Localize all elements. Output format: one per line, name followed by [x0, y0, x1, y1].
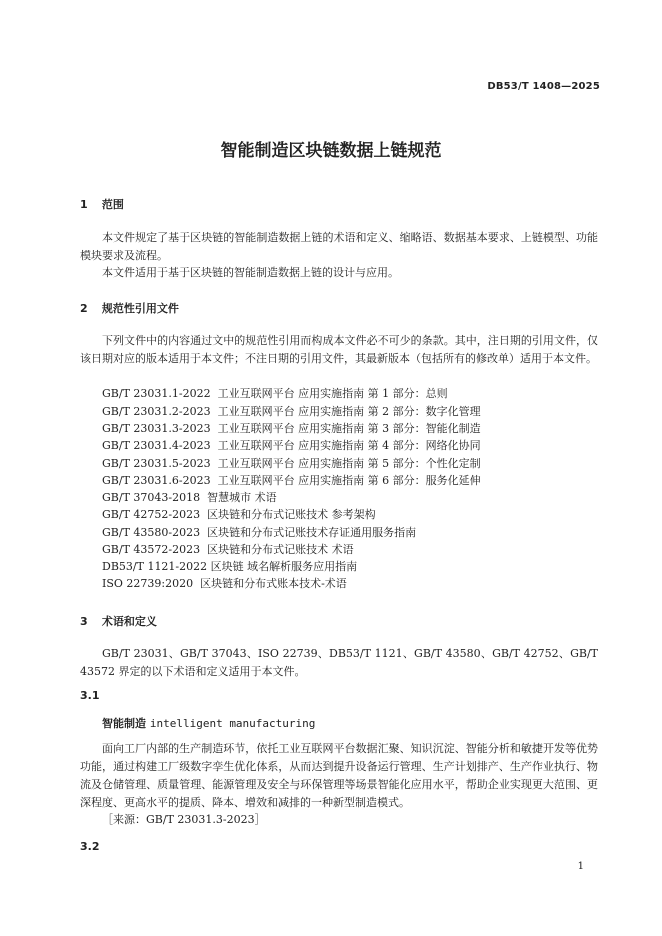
section-1-paragraph-2: 本文件适用于基于区块链的智能制造数据上链的设计与应用。 — [102, 266, 399, 279]
section-title: 范围 — [101, 198, 124, 211]
clause-3-2-number: 3.2 — [80, 840, 100, 853]
reference-item: GB/T 23031.4-2023 工业互联网平台 应用实施指南 第 4 部分：网络化协同 — [102, 439, 481, 452]
term-definition: 面向工厂内部的生产制造环节，依托工业互联网平台数据汇聚、知识沉淀、智能分析和敏捷开发等优势功能，通过构建工厂级数字孪生优化体系，从而达到提升设备运行管理、生产计划排产、生产作业执行、物流及仓储管理、质量管理、能源管理及安全与环保管理等场景智能化应用水平，帮助企业实现更大范围、更深程度、更高水平的提质、降本、增效和减排的一种新型制造模式。 — [80, 742, 598, 809]
reference-item: DB53/T 1121-2022 区块链 域名解析服务应用指南 — [102, 560, 358, 573]
document-code: DB53/T 1408—2025 — [487, 81, 600, 92]
reference-item: GB/T 23031.1-2022 工业互联网平台 应用实施指南 第 1 部分：总则 — [102, 387, 448, 400]
section-title: 规范性引用文件 — [101, 302, 179, 315]
section-number: 2 — [80, 302, 88, 315]
section-2-intro: 下列文件中的内容通过文中的规范性引用而构成本文件必不可少的条款。其中，注日期的引用文件，仅该日期对应的版本适用于本文件；不注日期的引用文件，其最新版本（包括所有的修改单）适用于本文件。 — [80, 334, 598, 365]
section-title: 术语和定义 — [101, 615, 157, 628]
reference-item: GB/T 23031.3-2023 工业互联网平台 应用实施指南 第 3 部分：智能化制造 — [102, 422, 481, 435]
clause-3-1-number: 3.1 — [80, 689, 100, 702]
reference-item: GB/T 23031.2-2023 工业互联网平台 应用实施指南 第 2 部分：数字化管理 — [102, 405, 481, 418]
reference-item: GB/T 37043-2018 智慧城市 术语 — [102, 491, 277, 504]
reference-item: GB/T 42752-2023 区块链和分布式记账技术 参考架构 — [102, 508, 376, 521]
section-3-heading — [80, 613, 157, 629]
page-number: 1 — [577, 861, 584, 872]
section-1-heading — [80, 196, 124, 212]
reference-item: GB/T 43572-2023 区块链和分布式记账技术 术语 — [102, 543, 354, 556]
term-chinese: 智能制造 — [102, 717, 146, 730]
reference-item: ISO 22739:2020 区块链和分布式账本技术-术语 — [102, 577, 347, 590]
reference-item: GB/T 23031.5-2023 工业互联网平台 应用实施指南 第 5 部分：个性化定制 — [102, 457, 481, 470]
reference-item: GB/T 23031.6-2023 工业互联网平台 应用实施指南 第 6 部分：服务化延伸 — [102, 474, 481, 487]
section-1-paragraph-1: 本文件规定了基于区块链的智能制造数据上链的术语和定义、缩略语、数据基本要求、上链模型、功能模块要求及流程。 — [80, 231, 598, 262]
section-3-intro: GB/T 23031、GB/T 37043、ISO 22739、DB53/T 1121、GB/T 43580、GB/T 42752、GB/T 43572 界定的以下术语和定义适用于本文件。 — [80, 647, 598, 678]
page-title: 智能制造区块链数据上链规范 — [220, 141, 442, 161]
section-number: 1 — [80, 198, 88, 211]
term-source: ［来源：GB/T 23031.3-2023］ — [102, 813, 266, 826]
section-number: 3 — [80, 615, 88, 628]
term-english: intelligent manufacturing — [149, 717, 316, 730]
term-heading — [102, 715, 315, 731]
reference-item: GB/T 43580-2023 区块链和分布式记账技术存证通用服务指南 — [102, 526, 417, 539]
section-2-heading — [80, 300, 179, 316]
